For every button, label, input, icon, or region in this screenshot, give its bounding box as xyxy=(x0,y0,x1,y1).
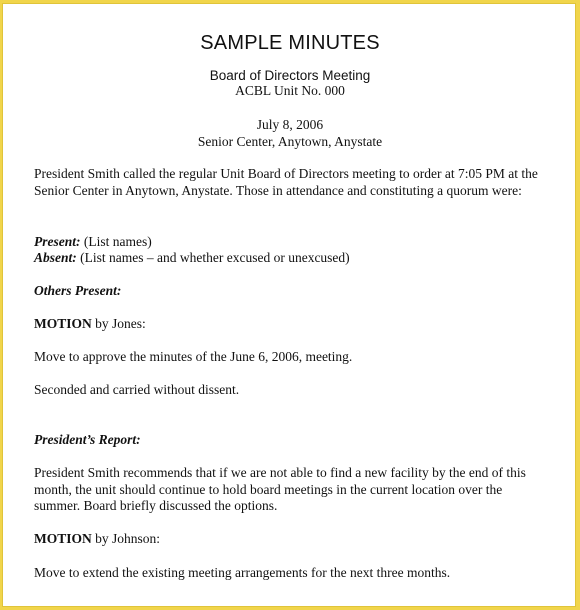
meeting-date: July 8, 2006 xyxy=(256,117,324,132)
motion-jones-result: Seconded and carried without dissent. xyxy=(34,382,240,397)
absent-text: (List names – and whether excused or unexcused) xyxy=(76,250,350,265)
motion-label: MOTION xyxy=(34,316,92,331)
presidents-report-heading: President’s Report: xyxy=(34,432,141,447)
present-label: Present: xyxy=(34,234,81,249)
present-text: (List names) xyxy=(80,234,152,249)
motion-jones-line xyxy=(34,316,549,333)
meeting-subtitle: Board of Directors Meeting xyxy=(209,68,371,83)
document-page-frame xyxy=(2,3,576,607)
minutes-document xyxy=(3,4,576,607)
present-line xyxy=(34,234,549,251)
absent-line xyxy=(34,250,549,267)
motion-label-2: MOTION xyxy=(34,531,92,546)
absent-label: Absent: xyxy=(34,250,77,265)
intro-paragraph: President Smith called the regular Unit Board of Directors meeting to order at 7:05 PM at the Senior Center in Anytown, Anystate. Those in attendance and constituting a quorum were: xyxy=(34,166,538,198)
meeting-location: Senior Center, Anytown, Anystate xyxy=(197,134,383,149)
motion-by-jones: by Jones: xyxy=(91,316,146,331)
motion-johnson-text: Move to extend the existing meeting arrangements for the next three months. xyxy=(34,565,451,580)
presidents-report-text: President Smith recommends that if we are not able to find a new facility by the end of this month, the unit should continue to hold board meetings in the current location over the summer. Board briefly discussed the options. xyxy=(34,465,526,513)
motion-jones-text: Move to approve the minutes of the June 6, 2006, meeting. xyxy=(34,349,353,364)
document-title: SAMPLE MINUTES xyxy=(200,32,380,54)
others-present-heading: Others Present: xyxy=(34,283,122,298)
motion-by-johnson: by Johnson: xyxy=(91,531,161,546)
motion-johnson-line xyxy=(34,531,549,548)
unit-number: ACBL Unit No. 000 xyxy=(235,83,345,98)
